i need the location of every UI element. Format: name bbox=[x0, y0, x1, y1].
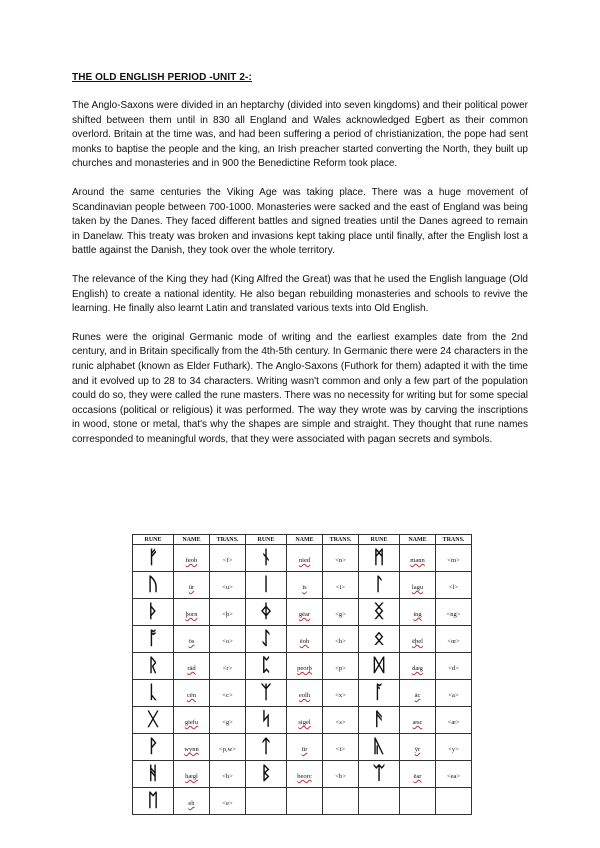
rune-name: wynn bbox=[184, 746, 199, 753]
rune-transliteration-cell bbox=[436, 626, 472, 653]
table-row bbox=[133, 680, 472, 707]
rune-transliteration-cell bbox=[210, 707, 246, 734]
rune-name-cell bbox=[400, 626, 436, 653]
rune-transliteration: <d> bbox=[448, 665, 459, 672]
rune-name: āc bbox=[414, 692, 421, 699]
rune-transliteration-cell bbox=[436, 653, 472, 680]
rune-name-cell bbox=[400, 572, 436, 599]
paragraph-alfred: The relevance of the King they had (King Alfred the Great) was that he used the English language (Old English) to create a national identity. He also began rebuilding monasteries and schools to revive the learning. He finally also learnt Latin and translated various texts into Old English. bbox=[72, 273, 528, 315]
rune-glyph-cell bbox=[246, 680, 287, 707]
rune-transliteration-cell bbox=[210, 599, 246, 626]
rune-glyph: ᚻ bbox=[147, 762, 159, 784]
rune-transliteration-cell bbox=[323, 545, 359, 572]
table-row bbox=[133, 788, 472, 815]
rune-glyph: ᚹ bbox=[147, 735, 159, 757]
rune-transliteration: <x> bbox=[335, 692, 346, 699]
rune-transliteration-cell bbox=[436, 680, 472, 707]
rune-glyph-cell bbox=[246, 653, 287, 680]
header-rune: RUNE bbox=[246, 535, 287, 545]
rune-name: ūr bbox=[188, 584, 195, 591]
rune-name-cell bbox=[174, 761, 210, 788]
rune-transliteration: <l> bbox=[448, 584, 459, 591]
rune-transliteration: <h> bbox=[335, 638, 346, 645]
rune-transliteration-cell bbox=[210, 653, 246, 680]
rune-name: eh bbox=[188, 800, 195, 807]
rune-glyph: ᚠ bbox=[147, 546, 159, 568]
rune-name: feoh bbox=[185, 557, 198, 564]
rune-glyph-cell bbox=[133, 680, 174, 707]
rune-glyph-cell bbox=[133, 788, 174, 815]
rune-glyph-cell bbox=[246, 788, 287, 815]
rune-name-cell bbox=[174, 680, 210, 707]
rune-glyph: ᛞ bbox=[373, 654, 385, 676]
rune-name-cell bbox=[174, 572, 210, 599]
rune-transliteration-cell bbox=[323, 572, 359, 599]
rune-name-cell bbox=[174, 707, 210, 734]
rune-transliteration: <h> bbox=[222, 773, 233, 780]
rune-transliteration: <p> bbox=[335, 665, 346, 672]
paragraph-runes: Runes were the original Germanic mode of writing and the earliest examples date from the 2nd century, and in Britain specifically from the 4th-5th century. In Germanic there were 24 characters in the runic alphabet (known as Elder Futhark). The Anglo-Saxons (Futhork for them) adapted it with the time and it evolved up to 28 to 34 characters. Writing wasn't common and only a few part of the population could do so, they were called the rune masters. There was no necessity for writing but for some special occasions (political or religious) it was performed. The way they wrote was by carving the inscriptions in wood, stone or metal, that's why the shapes are simple and straight. They thought that rune names corresponded to meaningful words, that they were associated with pagan secrets and symbols. bbox=[72, 331, 528, 445]
rune-glyph-cell bbox=[246, 626, 287, 653]
rune-name-cell bbox=[287, 788, 323, 815]
rune-glyph: ᚪ bbox=[373, 681, 385, 703]
table-row bbox=[133, 545, 472, 572]
rune-table-body bbox=[133, 545, 472, 815]
rune-transliteration-cell bbox=[210, 788, 246, 815]
rune-transliteration: <a> bbox=[448, 692, 459, 699]
rune-glyph-cell bbox=[359, 572, 400, 599]
rune-transliteration: <t> bbox=[335, 746, 346, 753]
rune-name-cell bbox=[174, 626, 210, 653]
rune-glyph: ᛋ bbox=[260, 708, 272, 730]
rune-name: gēar bbox=[298, 611, 311, 618]
rune-transliteration: <þ> bbox=[222, 611, 233, 618]
rune-glyph-cell bbox=[359, 626, 400, 653]
rune-name-cell bbox=[287, 707, 323, 734]
rune-glyph-cell bbox=[246, 599, 287, 626]
rune-glyph: ᛟ bbox=[373, 627, 385, 649]
rune-glyph: ᛉ bbox=[260, 681, 272, 703]
rune-transliteration-cell bbox=[436, 572, 472, 599]
header-rune: RUNE bbox=[359, 535, 400, 545]
rune-transliteration-cell bbox=[323, 653, 359, 680]
rune-name: nied bbox=[298, 557, 311, 564]
rune-name-cell bbox=[174, 545, 210, 572]
rune-transliteration-cell bbox=[210, 734, 246, 761]
rune-glyph-cell bbox=[246, 707, 287, 734]
rune-name: rād bbox=[187, 665, 196, 672]
table-row bbox=[133, 761, 472, 788]
rune-transliteration-cell bbox=[323, 788, 359, 815]
rune-glyph: ᚩ bbox=[147, 627, 159, 649]
rune-name-cell bbox=[287, 680, 323, 707]
rune-transliteration-cell bbox=[210, 626, 246, 653]
rune-transliteration-cell bbox=[323, 626, 359, 653]
rune-glyph: ᚱ bbox=[147, 654, 159, 676]
rune-transliteration-cell bbox=[323, 680, 359, 707]
rune-glyph: ᚣ bbox=[373, 735, 385, 757]
rune-name: hægl bbox=[185, 773, 198, 780]
rune-name-cell bbox=[287, 653, 323, 680]
rune-glyph-cell bbox=[359, 545, 400, 572]
rune-glyph: ᛒ bbox=[260, 762, 272, 784]
rune-name-cell bbox=[287, 572, 323, 599]
rune-glyph: ᛚ bbox=[373, 573, 385, 595]
rune-glyph: ᚫ bbox=[373, 708, 385, 730]
rune-glyph-cell bbox=[359, 653, 400, 680]
rune-transliteration: <o> bbox=[222, 638, 233, 645]
paragraph-viking-age: Around the same centuries the Viking Age was taking place. There was a huge movement of Scandinavian people between 700-1000. Monasteries were sacked and the east of England was being taken by the Danes. They faced different battles and signed treaties until the Danes agreed to remain in Danelaw. This treaty was broken and invasions kept taking place until finally, after the English lost a battle against the Danish, they took over the whole territory. bbox=[72, 186, 528, 257]
rune-glyph: ᛝ bbox=[373, 600, 385, 622]
rune-name: æsc bbox=[412, 719, 423, 726]
rune-glyph-cell bbox=[133, 653, 174, 680]
rune-name: dæg bbox=[412, 665, 423, 672]
header-name: NAME bbox=[174, 535, 210, 545]
rune-transliteration-cell bbox=[210, 545, 246, 572]
table-row bbox=[133, 653, 472, 680]
rune-glyph-cell bbox=[133, 599, 174, 626]
rune-transliteration: <r> bbox=[222, 665, 233, 672]
rune-transliteration-cell bbox=[436, 734, 472, 761]
header-trans: TRANS. bbox=[436, 535, 472, 545]
rune-glyph-cell bbox=[246, 572, 287, 599]
rune-glyph: ᚦ bbox=[147, 600, 159, 622]
rune-transliteration-cell bbox=[436, 788, 472, 815]
rune-transliteration-cell bbox=[210, 680, 246, 707]
rune-glyph: ᛇ bbox=[260, 627, 272, 649]
rune-transliteration: <m> bbox=[447, 557, 460, 564]
rune-glyph: ᚳ bbox=[147, 681, 159, 703]
rune-name-cell bbox=[287, 626, 323, 653]
rune-transliteration: <i> bbox=[335, 584, 346, 591]
rune-glyph-cell bbox=[359, 761, 400, 788]
rune-transliteration: <œ> bbox=[447, 638, 460, 645]
header-rune: RUNE bbox=[133, 535, 174, 545]
rune-transliteration: <y> bbox=[448, 746, 459, 753]
rune-name-cell bbox=[174, 734, 210, 761]
rune-transliteration-cell bbox=[323, 707, 359, 734]
rune-transliteration-cell bbox=[323, 734, 359, 761]
rune-transliteration-cell bbox=[323, 761, 359, 788]
rune-transliteration: <f> bbox=[222, 557, 233, 564]
rune-name: lagu bbox=[411, 584, 424, 591]
rune-transliteration: <æ> bbox=[447, 719, 460, 726]
rune-name: peorþ bbox=[297, 665, 312, 672]
header-name: NAME bbox=[287, 535, 323, 545]
rune-glyph: ᛠ bbox=[373, 762, 385, 784]
rune-table-header bbox=[133, 535, 472, 545]
rune-transliteration: <c> bbox=[222, 692, 233, 699]
rune-name-cell bbox=[400, 788, 436, 815]
rune-name-cell bbox=[287, 761, 323, 788]
rune-glyph-cell bbox=[133, 572, 174, 599]
rune-glyph-cell bbox=[359, 599, 400, 626]
rune-name: giefu bbox=[184, 719, 199, 726]
header-name: NAME bbox=[400, 535, 436, 545]
rune-glyph: ᛁ bbox=[260, 573, 272, 595]
table-row bbox=[133, 626, 472, 653]
rune-transliteration: <n> bbox=[335, 557, 346, 564]
rune-glyph-cell bbox=[133, 626, 174, 653]
rune-name: ing bbox=[413, 611, 422, 618]
rune-transliteration-cell bbox=[436, 761, 472, 788]
rune-name-cell bbox=[400, 599, 436, 626]
table-row bbox=[133, 599, 472, 626]
rune-transliteration: <ng> bbox=[446, 611, 461, 618]
rune-name: tīr bbox=[301, 746, 308, 753]
rune-transliteration-cell bbox=[436, 545, 472, 572]
page-title: THE OLD ENGLISH PERIOD -UNIT 2-: bbox=[72, 72, 252, 83]
rune-glyph: ᛏ bbox=[260, 735, 272, 757]
rune-name-cell bbox=[400, 761, 436, 788]
rune-transliteration: <p,w> bbox=[219, 746, 236, 753]
rune-name: þorn bbox=[185, 611, 198, 618]
paragraph-heptarchy: The Anglo-Saxons were divided in an heptarchy (divided into seven kingdoms) and their political power shifted between them until in 830 all England and Wales acknowledged Egbert as their common overlord. Britain at the time was, and had been suffering a period of christianization, the pope had sent monks to baptise the people and the king, an Irish preacher started converting the North, they built up churches and monasteries and in 900 the Benedictine Reform took place. bbox=[72, 100, 528, 170]
rune-transliteration: <ea> bbox=[446, 773, 461, 780]
rune-glyph-cell bbox=[133, 707, 174, 734]
rune-transliteration: <b> bbox=[335, 773, 346, 780]
rune-glyph-cell bbox=[246, 734, 287, 761]
rune-name-cell bbox=[174, 788, 210, 815]
rune-transliteration: <e> bbox=[222, 800, 233, 807]
rune-name-cell bbox=[400, 734, 436, 761]
rune-glyph-cell bbox=[133, 761, 174, 788]
rune-name-cell bbox=[400, 707, 436, 734]
header-trans: TRANS. bbox=[210, 535, 246, 545]
document-page bbox=[72, 72, 528, 461]
header-row bbox=[133, 535, 472, 545]
rune-name: ēþel bbox=[412, 638, 423, 645]
rune-glyph-cell bbox=[359, 788, 400, 815]
rune-glyph: ᛈ bbox=[260, 654, 272, 676]
rune-name: ēoh bbox=[299, 638, 310, 645]
rune-transliteration-cell bbox=[210, 572, 246, 599]
rune-name-cell bbox=[400, 545, 436, 572]
rune-name: mann bbox=[410, 557, 425, 564]
rune-name-cell bbox=[287, 599, 323, 626]
rune-glyph-cell bbox=[359, 707, 400, 734]
rune-glyph: ᚢ bbox=[147, 573, 159, 595]
header-trans: TRANS. bbox=[323, 535, 359, 545]
rune-transliteration: <u> bbox=[222, 584, 233, 591]
rune-glyph: ᛗ bbox=[373, 546, 385, 568]
rune-transliteration-cell bbox=[436, 599, 472, 626]
rune-name-cell bbox=[400, 680, 436, 707]
rune-name: beorc bbox=[297, 773, 312, 780]
rune-name-cell bbox=[400, 653, 436, 680]
rune-glyph-cell bbox=[359, 734, 400, 761]
rune-name: cēn bbox=[186, 692, 197, 699]
rune-glyph-cell bbox=[133, 734, 174, 761]
rune-transliteration-cell bbox=[436, 707, 472, 734]
rune-name-cell bbox=[174, 599, 210, 626]
table-row bbox=[133, 572, 472, 599]
rune-table bbox=[132, 534, 472, 815]
rune-glyph: ᚷ bbox=[147, 708, 159, 730]
rune-glyph-cell bbox=[246, 761, 287, 788]
rune-name: īs bbox=[302, 584, 307, 591]
table-row bbox=[133, 734, 472, 761]
rune-glyph: ᛄ bbox=[260, 600, 272, 622]
rune-name-cell bbox=[287, 545, 323, 572]
rune-name-cell bbox=[174, 653, 210, 680]
rune-name: eolh bbox=[298, 692, 311, 699]
rune-transliteration: <g> bbox=[335, 611, 346, 618]
rune-name: sigel bbox=[298, 719, 311, 726]
rune-glyph: ᚾ bbox=[260, 546, 272, 568]
table-row bbox=[133, 707, 472, 734]
rune-name: ōs bbox=[188, 638, 195, 645]
rune-glyph: ᛖ bbox=[147, 789, 159, 811]
rune-name-cell bbox=[287, 734, 323, 761]
rune-name: ȳr bbox=[414, 746, 421, 753]
rune-transliteration-cell bbox=[323, 599, 359, 626]
rune-transliteration: <g> bbox=[222, 719, 233, 726]
rune-name: ēar bbox=[413, 773, 422, 780]
rune-transliteration-cell bbox=[210, 761, 246, 788]
rune-glyph-cell bbox=[246, 545, 287, 572]
rune-glyph-cell bbox=[359, 680, 400, 707]
rune-glyph-cell bbox=[133, 545, 174, 572]
rune-transliteration: <s> bbox=[335, 719, 346, 726]
